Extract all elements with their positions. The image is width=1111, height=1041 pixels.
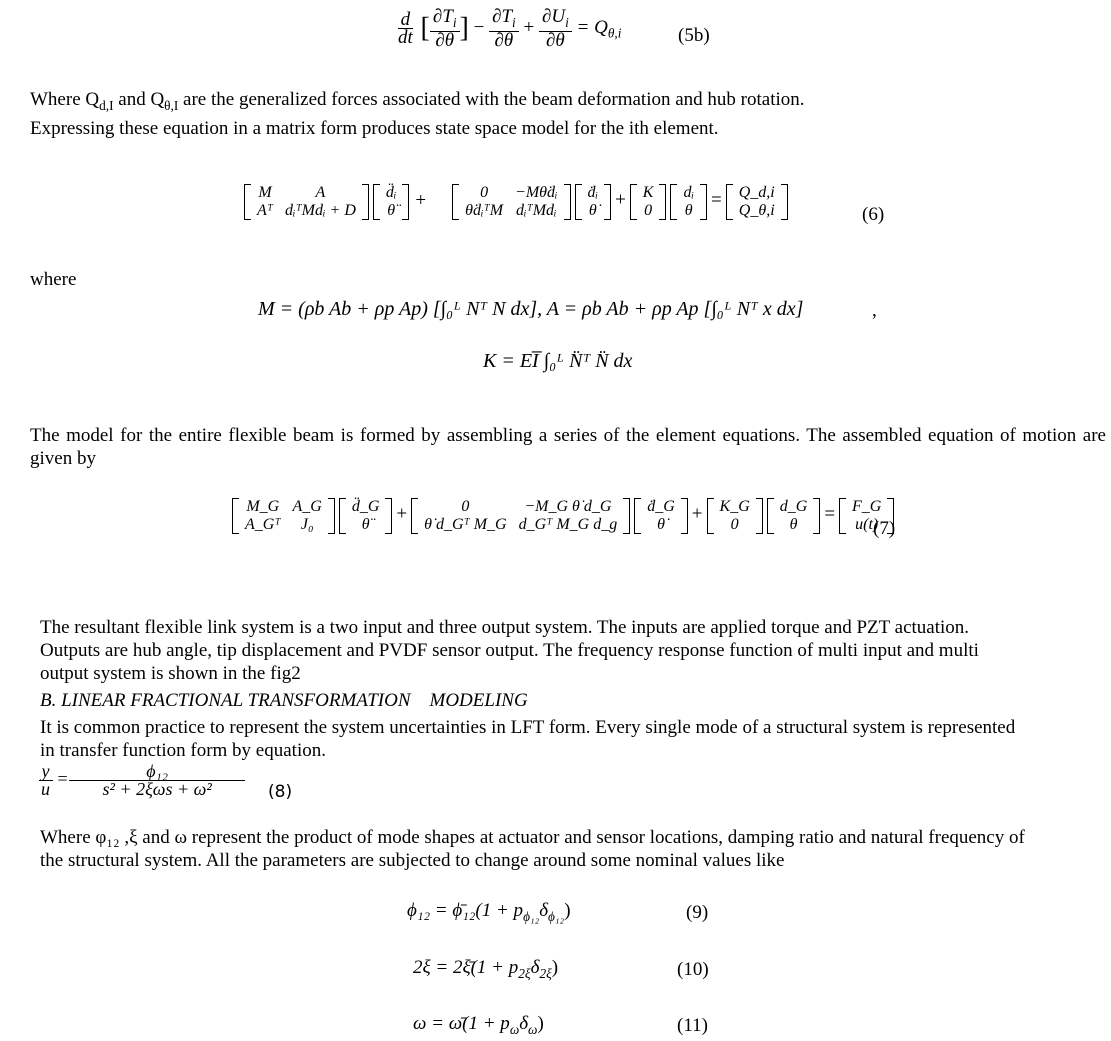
where-label: where: [30, 269, 77, 290]
matrix-entry: θ̇: [657, 516, 665, 533]
matrix-entry: F_G: [852, 498, 882, 515]
equation-number-11: (11): [677, 1015, 708, 1036]
matrix-entry: 0: [461, 498, 470, 515]
equation-11: ω = ω̄(1 + $p_\omega\delta_\omega$): [413, 1013, 544, 1037]
matrix-entry: J₀: [300, 516, 314, 533]
matrix-entry: A_G: [292, 498, 322, 515]
equation-number-8: (8): [268, 782, 293, 802]
matrix-entry: K_G: [719, 498, 750, 515]
matrix-entry: A_Gᵀ: [245, 516, 281, 533]
vector-stiffness: [630, 184, 667, 220]
paragraph-generalized-forces: Where $Q_{d,I}$ and $Q_{\theta,I}$ are the generalized forces associated with the beam deformation and hub rotation. Expressing these equation in a matrix form produces state space model for the ith element.: [30, 89, 805, 139]
matrix-entry: dᵢ: [683, 184, 694, 201]
equation-mass-definition: M = (ρb Ab + ρp Ap) [∫₀ᴸ Nᵀ N dx], A = ρb Ab + ρp Ap [∫₀ᴸ Nᵀ x dx]: [258, 298, 804, 320]
matrix-entry: θ: [684, 202, 693, 219]
vector-global-accel: [339, 498, 393, 534]
matrix-entry: θ̈: [387, 202, 396, 219]
paragraph-assembled-model: The model for the entire flexible beam is formed by assembling a series of the element equations. The assembled equation of motion are given by: [30, 425, 1106, 469]
matrix-entry: dᵢᵀMdᵢ + D: [284, 202, 356, 219]
equation-7: M_G A_G A_Gᵀ J₀ d̈_G θ̈ + 0 −M_G θ̇ d_G θ̇ d_Gᵀ M_G d_Gᵀ M_G d_g ḋ_G θ̇ + K_G 0 d_G θ = F_G u(t): [232, 498, 894, 534]
matrix-entry: K: [642, 184, 654, 201]
matrix-entry: Aᵀ: [257, 202, 273, 219]
matrix-entry: 0: [730, 516, 739, 533]
matrix-entry: θ̇ d_Gᵀ M_G: [424, 516, 507, 533]
matrix-entry: θ̈: [361, 516, 370, 533]
equation-6: M A Aᵀ dᵢᵀMdᵢ + D d̈ᵢ θ̈ + 0 −Mθ̇dᵢ θ̇dᵢᵀM dᵢᵀMdᵢ ḋᵢ θ̇ + K 0 dᵢ θ = Q_d,i Q_θ,i: [244, 184, 788, 220]
matrix-entry: d̈_G: [351, 498, 380, 515]
matrix-entry: d_G: [779, 498, 808, 515]
matrix-entry: d_Gᵀ M_G d_g: [518, 516, 618, 533]
matrix-entry: −M_G θ̇ d_G: [524, 498, 612, 515]
matrix-entry: 0: [644, 202, 653, 219]
equation-10: 2ξ = 2ξ̄(1 + $p_{2\xi}\delta_{2\xi}$): [413, 957, 559, 981]
vector-generalized-forces: [726, 184, 788, 220]
equation-number-6: (6): [862, 204, 885, 225]
matrix-coriolis: [452, 184, 570, 220]
equation-number-10: (10): [677, 959, 709, 980]
matrix-entry: −Mθ̇dᵢ: [515, 184, 558, 201]
vector-global-velocity: [634, 498, 688, 534]
matrix-entry: M: [258, 184, 272, 201]
matrix-entry: θ̇dᵢᵀM: [465, 202, 504, 219]
equation-number-9: (9): [686, 902, 709, 923]
matrix-global-mass: [232, 498, 335, 534]
matrix-entry: 0: [480, 184, 489, 201]
vector-displacement: [670, 184, 707, 220]
equation-mass-comma: ,: [872, 300, 877, 321]
matrix-global-coriolis: [411, 498, 630, 534]
vector-global-displacement: [767, 498, 821, 534]
matrix-entry: ḋ_G: [647, 498, 675, 515]
equation-number-5b: (5b): [678, 25, 710, 46]
equation-stiffness-definition: K = EI̅ ∫₀ᴸ N̈ᵀ N̈ dx: [483, 350, 633, 372]
matrix-entry: A: [315, 184, 326, 201]
vector-accel: [373, 184, 410, 220]
vector-velocity: [575, 184, 612, 220]
matrix-entry: d̈ᵢ: [385, 184, 397, 201]
paragraph-lft-intro: It is common practice to represent the system uncertainties in LFT form. Every single mode of a structural system is represented in transfer function form by equation.: [40, 717, 1016, 761]
matrix-entry: dᵢᵀMdᵢ: [516, 202, 557, 219]
equation-8: $\frac{y}{u}$ = $\frac{\text{ϕ₁₂}}{\text{s² + 2ξωs + ω²}}$: [38, 763, 242, 798]
matrix-entry: θ̇: [588, 202, 597, 219]
paragraph-flexible-link-system: The resultant flexible link system is a two input and three output system. The inputs are applied torque and PZT actuation. Outputs are hub angle, tip displacement and PVDF sensor output. The frequency response function of multi input and multi output system is shown in the fig2: [40, 617, 979, 684]
equation-number-7: (7): [873, 518, 896, 539]
matrix-entry: M_G: [246, 498, 280, 515]
section-heading-lft: B. LINEAR FRACTIONAL TRANSFORMATION MODELING: [40, 690, 528, 711]
paragraph-parameters: Where φ₁₂ ,ξ and ω represent the product of mode shapes at actuator and sensor locations, damping ratio and natural frequency of the structural system. All the parameters are subjected to change around some nominal values like: [40, 827, 1025, 871]
vector-global-stiffness: [707, 498, 763, 534]
matrix-entry: Q_d,i: [738, 184, 775, 201]
matrix-entry: u(t): [855, 516, 879, 533]
equation-9: ϕ₁₂ = ϕ̄₁₂(1 + $p_{\phi_{12}}\delta_{\phi_{12}}$): [407, 900, 571, 924]
matrix-mass: [244, 184, 369, 220]
matrix-entry: Q_θ,i: [738, 202, 775, 219]
matrix-entry: θ: [789, 516, 798, 533]
matrix-entry: ḋᵢ: [587, 184, 599, 201]
equation-5b: $\frac{d}{dt}$ [ $\frac{\partial T_i}{\partial\theta}$ ] − $\frac{\partial T_i}{\partial\theta}$ + $\frac{\partial U_i}{\partial\theta}$ = $Q_{\theta,i}$: [398, 6, 622, 51]
